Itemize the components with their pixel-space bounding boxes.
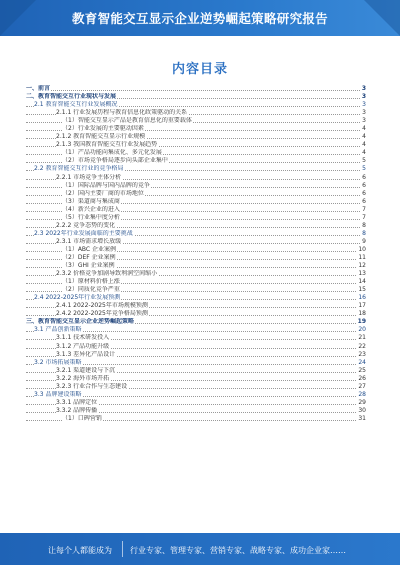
toc-entry[interactable] [26, 375, 366, 383]
toc-entry-label: 3.1.2 产品功能升级 [56, 342, 110, 350]
toc-entry-label: 2.1.3 我国教育智能交互行业发展趋势 [56, 141, 158, 149]
toc-entry[interactable] [26, 165, 366, 173]
toc-entry[interactable] [26, 190, 366, 198]
toc-entry[interactable] [26, 141, 366, 149]
toc-entry[interactable] [26, 93, 366, 101]
toc-entry[interactable] [26, 286, 366, 294]
toc-entry-label: 2.1 教育智能交互行业发展概况 [34, 101, 118, 109]
toc-entry[interactable] [26, 351, 366, 359]
toc-entry[interactable] [26, 149, 366, 157]
toc-entry-page: 24 [358, 358, 366, 366]
toc-entry-label: （3）GHI 企业案例 [62, 262, 115, 270]
toc-entry-label: 3.2.2 海外市场开拓 [56, 374, 110, 382]
toc-entry-page: 5 [362, 157, 366, 165]
toc-entry[interactable] [26, 318, 366, 326]
toc-entry-label: （2）市场竞争格局逐步向头部企业集中 [62, 157, 168, 165]
toc-entry-page: 23 [358, 350, 366, 358]
toc-entry-label: （2）同质化竞争严重 [62, 286, 120, 294]
toc-entry-label: 2.4 2022-2025年行业发展预测 [34, 294, 121, 302]
toc-entry[interactable] [26, 359, 366, 367]
toc-entry[interactable] [26, 262, 366, 270]
toc-entry-page: 15 [358, 286, 366, 294]
toc-entry[interactable] [26, 415, 366, 423]
toc-entry-page: 6 [362, 173, 366, 181]
toc-entry-label: （1）ABC 企业案例 [62, 245, 117, 253]
toc-entry-label: 3.3 品牌建设策略 [34, 390, 82, 398]
toc-entry-label: 2.3 2022年行业发展面临的主要挑战 [34, 229, 133, 237]
toc-entry[interactable] [26, 310, 366, 318]
toc-entry[interactable] [26, 85, 366, 93]
toc-entry[interactable] [26, 117, 366, 125]
toc-entry-label: 2.3.2 价格竞争加剧导致利润空间缩小 [56, 270, 158, 278]
toc-entry[interactable] [26, 157, 366, 165]
toc-entry[interactable] [26, 367, 366, 375]
toc-entry[interactable] [26, 334, 366, 342]
toc-entry[interactable] [26, 278, 366, 286]
toc-entry[interactable] [26, 407, 366, 415]
toc-entry-label: 3.2.3 行业合作与生态建设 [56, 382, 128, 390]
toc-entry-page: 6 [362, 197, 366, 205]
toc-title: 内容目录 [171, 62, 228, 77]
toc-entry-page: 9 [362, 237, 366, 245]
toc-entry-page: 4 [362, 141, 366, 149]
toc-entry-label: 3.1 产品创新策略 [34, 326, 82, 334]
toc-entry[interactable] [26, 198, 366, 206]
toc-entry-page: 14 [358, 278, 366, 286]
toc-entry-label: 3.2 市场拓展策略 [34, 358, 82, 366]
toc-entry-label: （1）智能交互显示产品是教育信息化的重要载体 [62, 117, 192, 125]
toc-entry-label: 2.4.2 2022-2025年竞争格局预测 [56, 310, 148, 318]
toc-entry-label: 2.1.1 行业发展历程与教育信息化政策驱动的关系 [56, 109, 188, 117]
toc-entry-label: （5）行业集中度分析 [62, 213, 120, 221]
toc-entry[interactable] [26, 238, 366, 246]
toc-entry[interactable] [26, 182, 366, 190]
toc-entry-page: 26 [358, 374, 366, 382]
footer-slogan-right: 行业专家、管理专家、营销专家、战略专家、成功企业家…… [130, 546, 346, 555]
toc-entry-label: （2）DEF 企业案例 [62, 253, 116, 261]
toc-entry-label: （1）产品功能向集成化、多元化发展 [62, 149, 162, 157]
footer-slogan-left: 让每个人都能成为 [48, 546, 112, 555]
toc-entry[interactable] [26, 270, 366, 278]
toc-entry-label: （1）国际品牌与国内品牌的竞争 [62, 181, 150, 189]
toc-entry-page: 12 [358, 262, 366, 270]
toc-entry[interactable] [26, 125, 366, 133]
toc-entry-label: 2.1.2 教育智能交互显示行业规模 [56, 133, 146, 141]
toc-entry-page: 22 [358, 342, 366, 350]
toc-entry-page: 30 [358, 406, 366, 414]
toc-entry-label: （2）行业发展的主要驱动因素 [62, 125, 144, 133]
toc-entry-page: 27 [358, 382, 366, 390]
toc-entry[interactable] [26, 383, 366, 391]
toc-entry-label: 3.3.1 品牌定位 [56, 398, 98, 406]
toc-entry-page: 21 [358, 334, 366, 342]
toc-entry[interactable] [26, 326, 366, 334]
toc-entry[interactable] [26, 343, 366, 351]
toc-entry-label: 2.2.2 竞争态势的变化 [56, 221, 116, 229]
toc-entry-label: （4）新兴企业的进入 [62, 205, 120, 213]
toc-entry-page: 8 [362, 229, 366, 237]
toc-entry-label: 2.4.1 2022-2025年市场规模预测 [56, 302, 148, 310]
toc-entry-label: 3.3.2 品牌传播 [56, 406, 98, 414]
toc-entry-page: 29 [358, 398, 366, 406]
toc-entry-page: 31 [358, 414, 366, 422]
toc-entry-label: 3.1.1 技术研发投入 [56, 334, 110, 342]
toc-entry[interactable] [26, 399, 366, 407]
toc-entry-page: 3 [361, 85, 366, 92]
toc-entry[interactable] [26, 230, 366, 238]
toc-entry-label: （2）国内主要厂商的市场地位 [62, 189, 144, 197]
toc-entry-page: 25 [358, 366, 366, 374]
toc-entry-page: 7 [362, 213, 366, 221]
toc-entry-page: 11 [358, 253, 366, 261]
toc-entry-page: 20 [358, 326, 366, 334]
toc-entry-label: 2.2 教育智能交互行业的竞争格局 [34, 165, 124, 173]
toc-entry[interactable] [26, 246, 366, 254]
toc-entry-page: 3 [362, 101, 366, 109]
toc-leader-dots [26, 90, 362, 91]
toc-entry[interactable] [26, 214, 366, 222]
toc-entry[interactable] [26, 254, 366, 262]
toc-entry-label: 2.2.1 市场竞争主体分析 [56, 173, 122, 181]
toc-entry-page: 8 [362, 221, 366, 229]
toc-entry[interactable] [26, 302, 366, 310]
toc-entry-page: 16 [358, 294, 366, 302]
toc-entry[interactable] [26, 206, 366, 214]
toc-entry-page: 19 [357, 318, 366, 326]
toc-entry-page: 4 [362, 133, 366, 141]
footer-divider [122, 541, 123, 557]
toc-entry-page: 4 [362, 125, 366, 133]
table-of-contents [26, 85, 366, 423]
toc-entry-label: （3）渠道商与集成商 [62, 197, 120, 205]
toc-entry-label: 2.3.1 市场需求增长放缓 [56, 237, 122, 245]
toc-entry-label: 3.2.1 渠道建设与下沉 [56, 366, 116, 374]
toc-entry-page: 17 [358, 302, 366, 310]
toc-entry[interactable] [26, 101, 366, 109]
toc-entry-page: 3 [362, 117, 366, 125]
toc-entry-page: 3 [361, 93, 366, 101]
toc-entry-page: 28 [358, 390, 366, 398]
report-title: 教育智能交互显示企业逆势崛起策略研究报告 [71, 11, 328, 26]
toc-entry-label: 三、教育智能交互显示企业逆势崛起策略 [26, 318, 135, 326]
toc-entry-page: 6 [362, 181, 366, 189]
toc-entry-page: 3 [362, 109, 366, 117]
toc-entry[interactable] [26, 109, 366, 117]
toc-entry-page: 10 [358, 245, 366, 253]
toc-entry-label: 一、前言 [26, 85, 51, 92]
toc-entry-label: （1）原材料价格上涨 [62, 278, 120, 286]
toc-entry-label: 二、教育智能交互行业现状与发展 [26, 93, 117, 101]
toc-entry-page: 13 [358, 270, 366, 278]
toc-entry[interactable] [26, 133, 366, 141]
toc-entry-page: 6 [362, 189, 366, 197]
toc-entry[interactable] [26, 174, 366, 182]
toc-entry-page: 18 [358, 310, 366, 318]
toc-entry[interactable] [26, 391, 366, 399]
toc-entry-page: 4 [362, 149, 366, 157]
toc-entry[interactable] [26, 222, 366, 230]
toc-entry-label: 3.1.3 差异化产品设计 [56, 350, 116, 358]
toc-entry-label: （1）口碑营销 [62, 414, 102, 422]
toc-entry[interactable] [26, 294, 366, 302]
toc-entry-page: 7 [362, 205, 366, 213]
toc-entry-page: 5 [362, 165, 366, 173]
